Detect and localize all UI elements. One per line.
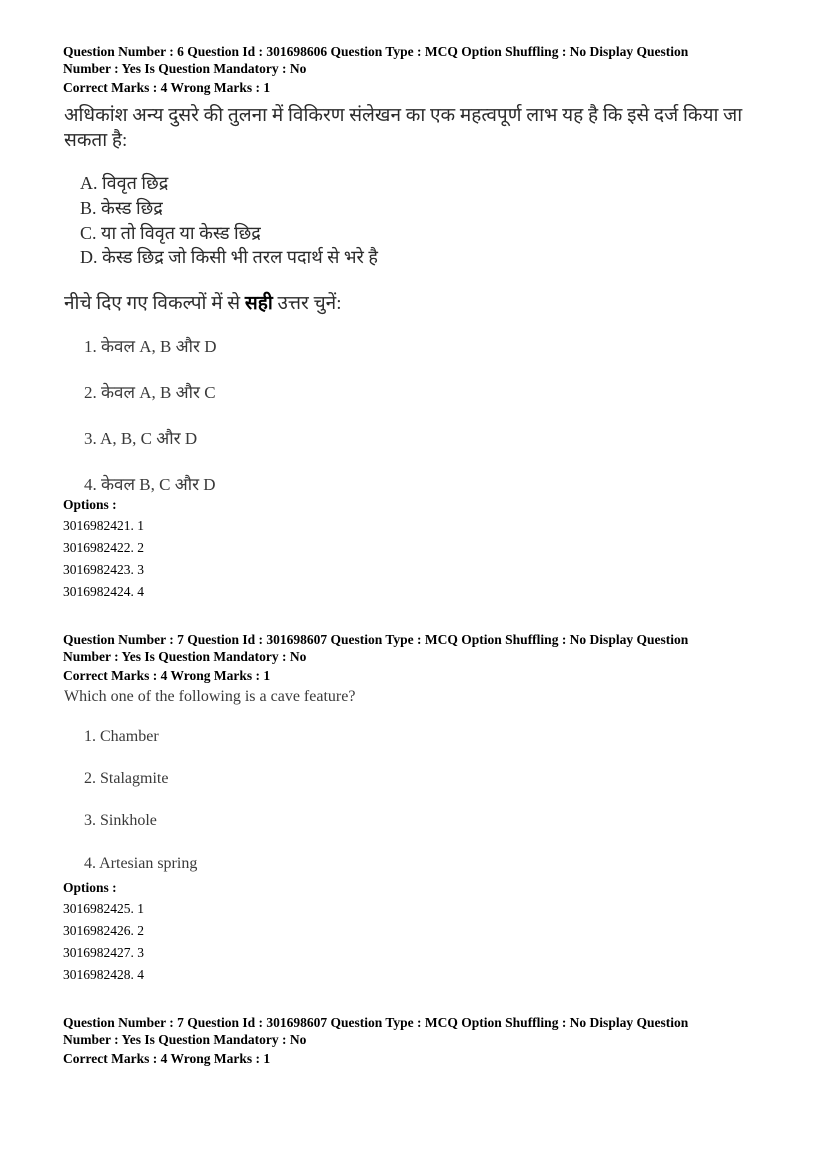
q6-meta-line1: Question Number : 6 Question Id : 301698606 Question Type : MCQ Option Shuffling : No Display Question — [63, 44, 689, 59]
q7-marks: Correct Marks : 4 Wrong Marks : 1 — [63, 668, 271, 683]
q7-option-4: 3016982428. 4 — [63, 967, 144, 982]
q6-marks: Correct Marks : 4 Wrong Marks : 1 — [63, 80, 271, 95]
q6-question-line1: अधिकांश अन्य दुसरे की तुलना में विकिरण संलेखन का एक महत्वपूर्ण लाभ यह है कि इसे दर्ज किया जा — [64, 105, 743, 126]
q7-option-1: 3016982425. 1 — [63, 901, 144, 916]
q7b-marks: Correct Marks : 4 Wrong Marks : 1 — [63, 1051, 271, 1066]
q7-choice-4: 4. Artesian spring — [84, 855, 198, 872]
q6-instruction-prefix: नीचे दिए गए विकल्पों में से — [64, 293, 245, 314]
q6-question-line2: सकता है: — [64, 130, 128, 151]
q7-options-label: Options : — [63, 880, 117, 895]
q6-option-2: 3016982422. 2 — [63, 540, 144, 555]
q6-choice-2: 2. केवल A, B और C — [84, 383, 216, 402]
q6-instruction-suffix: उत्तर चुनें: — [272, 293, 342, 314]
q6-statement-d: D. केस्ड छिद्र जो किसी भी तरल पदार्थ से भरे है — [80, 247, 378, 267]
q7-choice-3: 3. Sinkhole — [84, 812, 157, 829]
q6-option-4: 3016982424. 4 — [63, 584, 144, 599]
q6-statement-a: A. विवृत छिद्र — [80, 173, 169, 193]
q7-choice-2: 2. Stalagmite — [84, 770, 169, 787]
q6-instruction — [64, 289, 341, 315]
q6-statement-c: C. या तो विवृत या केस्ड छिद्र — [80, 223, 261, 243]
q6-choice-4: 4. केवल B, C और D — [84, 475, 216, 494]
q6-choice-1: 1. केवल A, B और D — [84, 337, 217, 356]
q6-statement-b: B. केस्ड छिद्र — [80, 198, 163, 218]
q6-option-1: 3016982421. 1 — [63, 518, 144, 533]
q7-question: Which one of the following is a cave feature? — [64, 688, 356, 705]
q7-meta-line1: Question Number : 7 Question Id : 301698607 Question Type : MCQ Option Shuffling : No Display Question — [63, 632, 689, 647]
q7-option-2: 3016982426. 2 — [63, 923, 144, 938]
q6-choice-3: 3. A, B, C और D — [84, 429, 198, 448]
q7-meta-line2: Number : Yes Is Question Mandatory : No — [63, 649, 307, 664]
q7-option-3: 3016982427. 3 — [63, 945, 144, 960]
q7b-meta-line1: Question Number : 7 Question Id : 301698607 Question Type : MCQ Option Shuffling : No Display Question — [63, 1015, 689, 1030]
q6-option-3: 3016982423. 3 — [63, 562, 144, 577]
q6-meta-line2: Number : Yes Is Question Mandatory : No — [63, 61, 307, 76]
q7-choice-1: 1. Chamber — [84, 728, 159, 745]
q6-options-label: Options : — [63, 497, 117, 512]
q6-instruction-bold: सही — [244, 293, 273, 314]
q7b-meta-line2: Number : Yes Is Question Mandatory : No — [63, 1032, 307, 1047]
